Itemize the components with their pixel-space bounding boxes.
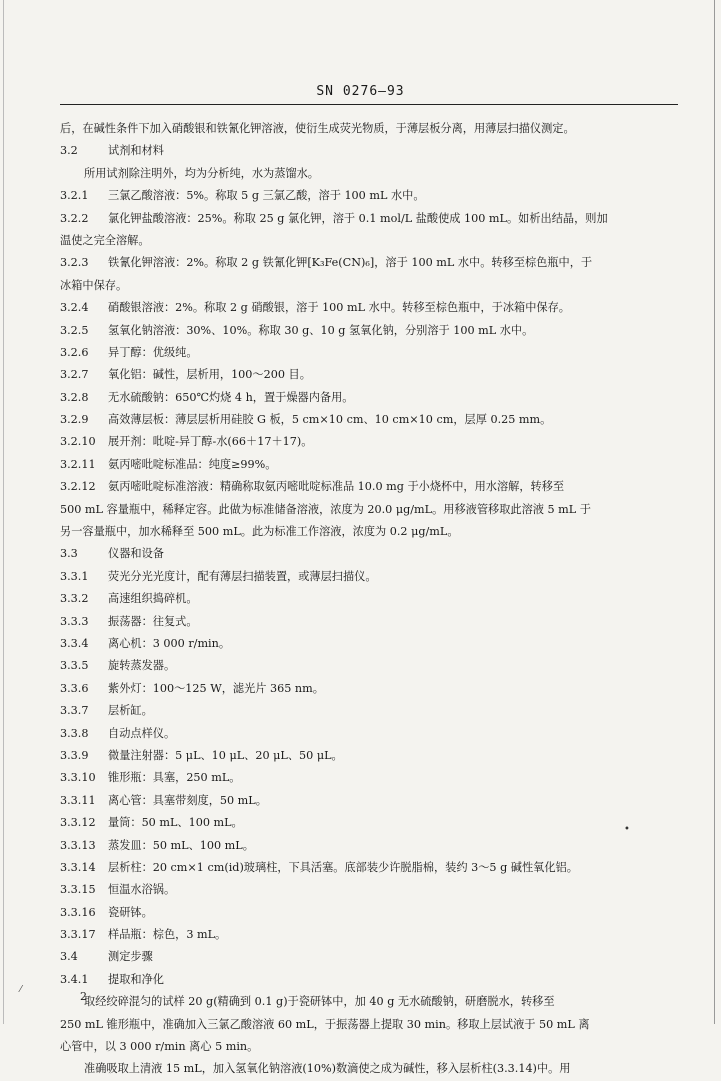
clause-line [60, 387, 680, 409]
clause-line [60, 678, 680, 700]
clause-number: 3.3.13 [60, 838, 96, 852]
text-line [60, 1058, 680, 1080]
clause-number: 3.3.15 [60, 883, 96, 897]
clause-line [60, 723, 680, 745]
clause-number: 3.3.9 [60, 748, 89, 762]
clause-line [60, 924, 680, 946]
clause-number: 3.3.2 [60, 592, 89, 606]
clause-number: 3.2.8 [60, 390, 89, 404]
clause-number: 3.2.3 [60, 256, 89, 270]
line-text: 荧光分光光度计，配有薄层扫描装置，或薄层扫描仪。 [108, 569, 377, 583]
line-text: 异丁醇：优级纯。 [108, 345, 198, 359]
text-line [60, 991, 680, 1013]
line-text: 无水硫酸钠：650℃灼烧 4 h，置于燥器内备用。 [108, 390, 354, 404]
line-text: 250 mL 锥形瓶中，准确加入三氯乙酸溶液 60 mL，于振荡器上提取 30 min。移取上层试液于 50 mL 离 [60, 1017, 590, 1031]
line-text: 自动点样仪。 [108, 726, 176, 740]
standard-code-header: SN 0276—93 [316, 84, 405, 99]
clause-line [60, 902, 680, 924]
clause-number: 3.2.7 [60, 368, 89, 382]
line-text: 紫外灯：100～125 W，滤光片 365 nm。 [108, 681, 324, 695]
clause-line [60, 454, 680, 476]
clause-number: 3.2 [60, 144, 78, 158]
clause-number: 3.3.10 [60, 771, 96, 785]
clause-line [60, 767, 680, 789]
line-text: 振荡器：往复式。 [108, 614, 198, 628]
line-text: 离心管：具塞带刻度，50 mL。 [108, 793, 267, 807]
line-text: 微量注射器：5 μL、10 μL、20 μL、50 μL。 [108, 748, 343, 762]
clause-line [60, 835, 680, 857]
clause-line [60, 431, 680, 453]
clause-number: 3.3.6 [60, 681, 89, 695]
line-text: 高效薄层板：薄层层析用硅胶 G 板，5 cm×10 cm、10 cm×10 cm，层厚 0.25 mm。 [108, 413, 552, 427]
clause-number: 3.2.10 [60, 435, 96, 449]
line-text: 500 mL 容量瓶中，稀释定容。此做为标准储备溶液，浓度为 20.0 μg/mL。用移液管移取此溶液 5 mL 于 [60, 502, 591, 516]
line-text: 铁氰化钾溶液：2%。称取 2 g 铁氰化钾[K₃Fe(CN)₆]，溶于 100 mL 水中。转移至棕色瓶中，于 [108, 256, 593, 270]
line-text: 三氯乙酸溶液：5%。称取 5 g 三氯乙酸，溶于 100 mL 水中。 [108, 189, 425, 203]
line-text: 准确吸取上清液 15 mL，加入氢氧化钠溶液(10%)数滴使之成为碱性，移入层析柱(3.3.14)中。用 [84, 1062, 571, 1076]
clause-line [60, 297, 680, 319]
clause-number: 3.3.11 [60, 793, 96, 807]
line-text: 恒温水浴锅。 [108, 883, 176, 897]
line-text: 蒸发皿：50 mL、100 mL。 [108, 838, 254, 852]
clause-line [60, 655, 680, 677]
clause-number: 3.3.3 [60, 614, 89, 628]
text-line [60, 499, 680, 521]
clause-line [60, 342, 680, 364]
text-line [60, 1036, 680, 1058]
text-line [60, 275, 680, 297]
clause-line [60, 320, 680, 342]
clause-number: 3.4.1 [60, 972, 89, 986]
line-text: 旋转蒸发器。 [108, 659, 176, 673]
line-text: 所用试剂除注明外，均为分析纯，水为蒸馏水。 [84, 166, 319, 180]
clause-number: 3.3.8 [60, 726, 89, 740]
line-text: 瓷研钵。 [108, 905, 153, 919]
line-text: 高速组织捣碎机。 [108, 592, 198, 606]
clause-line [60, 790, 680, 812]
scan-edge-left [3, 0, 4, 1024]
text-line [60, 230, 680, 252]
clause-number: 3.2.9 [60, 413, 89, 427]
clause-line [60, 588, 680, 610]
clause-line [60, 857, 680, 879]
line-text: 冰箱中保存。 [60, 278, 128, 292]
line-text: 硝酸银溶液：2%。称取 2 g 硝酸银，溶于 100 mL 水中。转移至棕色瓶中，于冰箱中保存。 [108, 301, 570, 315]
clause-number: 3.2.6 [60, 345, 89, 359]
clause-line [60, 879, 680, 901]
clause-number: 3.2.5 [60, 323, 89, 337]
section-heading [60, 946, 680, 968]
clause-line [60, 566, 680, 588]
line-text: 心管中，以 3 000 r/min 离心 5 min。 [60, 1040, 259, 1054]
clause-number: 3.2.11 [60, 457, 96, 471]
clause-number: 3.3.12 [60, 816, 96, 830]
line-text: 氯化钾盐酸溶液：25%。称取 25 g 氯化钾，溶于 0.1 mol/L 盐酸使成 100 mL。如析出结晶，则加 [108, 211, 608, 225]
clause-line [60, 812, 680, 834]
margin-mark: ⁄ [20, 985, 22, 995]
clause-number: 3.3.4 [60, 636, 89, 650]
clause-line [60, 745, 680, 767]
line-text: 离心机：3 000 r/min。 [108, 636, 231, 650]
document-body [60, 118, 680, 1081]
clause-number: 3.3.17 [60, 928, 96, 942]
line-text: 氧化铝：碱性，层析用，100～200 目。 [108, 368, 311, 382]
text-line [60, 521, 680, 543]
clause-line [60, 252, 680, 274]
header-rule [60, 104, 678, 105]
clause-number: 3.2.4 [60, 301, 89, 315]
clause-number: 3.3.5 [60, 659, 89, 673]
line-text: 另一容量瓶中，加水稀释至 500 mL。此为标准工作溶液，浓度为 0.2 μg/mL。 [60, 525, 459, 539]
clause-line [60, 476, 680, 498]
clause-number: 3.2.1 [60, 189, 89, 203]
clause-line [60, 208, 680, 230]
section-heading [60, 140, 680, 162]
clause-number: 3.3 [60, 547, 78, 561]
line-text: 测定步骤 [108, 950, 153, 964]
clause-number: 3.2.12 [60, 480, 96, 494]
scan-speck: • [624, 824, 630, 835]
text-line [60, 1014, 680, 1036]
line-text: 氨丙嘧吡啶标准品：纯度≥99%。 [108, 457, 277, 471]
section-heading [60, 543, 680, 565]
clause-line [60, 409, 680, 431]
line-text: 提取和净化 [108, 972, 164, 986]
clause-line [60, 633, 680, 655]
line-text: 锥形瓶：具塞，250 mL。 [108, 771, 241, 785]
clause-line [60, 611, 680, 633]
line-text: 层析缸。 [108, 704, 153, 718]
clause-number: 3.3.14 [60, 860, 96, 874]
clause-number: 3.4 [60, 950, 78, 964]
line-text: 氢氧化钠溶液：30%、10%。称取 30 g、10 g 氢氧化钠，分别溶于 100 mL 水中。 [108, 323, 534, 337]
line-text: 样品瓶：棕色，3 mL。 [108, 928, 227, 942]
clause-line [60, 700, 680, 722]
line-text: 取经绞碎混匀的试样 20 g(精确到 0.1 g)于瓷研钵中，加 40 g 无水硫酸钠，研磨脱水，转移至 [84, 995, 555, 1009]
clause-number: 3.3.1 [60, 569, 89, 583]
page-number: 2 [80, 990, 87, 1003]
line-text: 展开剂：吡啶-异丁醇-水(66＋17＋17)。 [108, 435, 313, 449]
clause-number: 3.2.2 [60, 211, 89, 225]
clause-number: 3.3.16 [60, 905, 96, 919]
text-line [60, 118, 680, 140]
scan-edge-right [714, 0, 715, 1024]
line-text: 试剂和材料 [108, 144, 164, 158]
text-line [60, 163, 680, 185]
line-text: 量筒：50 mL、100 mL。 [108, 816, 243, 830]
line-text: 层析柱：20 cm×1 cm(id)玻璃柱，下具活塞。底部装少许脱脂棉，装约 3～5 g 碱性氧化铝。 [108, 860, 578, 874]
clause-line [60, 364, 680, 386]
line-text: 温使之完全溶解。 [60, 233, 150, 247]
line-text: 后，在碱性条件下加入硝酸银和铁氰化钾溶液，使衍生成荧光物质，于薄层板分离，用薄层扫描仪测定。 [60, 122, 575, 135]
line-text: 仪器和设备 [108, 547, 164, 561]
clause-number: 3.3.7 [60, 704, 89, 718]
line-text: 氨丙嘧吡啶标准溶液：精确称取氨丙嘧吡啶标准品 10.0 mg 于小烧杯中，用水溶解，转移至 [108, 480, 565, 494]
clause-line [60, 185, 680, 207]
clause-line [60, 969, 680, 991]
